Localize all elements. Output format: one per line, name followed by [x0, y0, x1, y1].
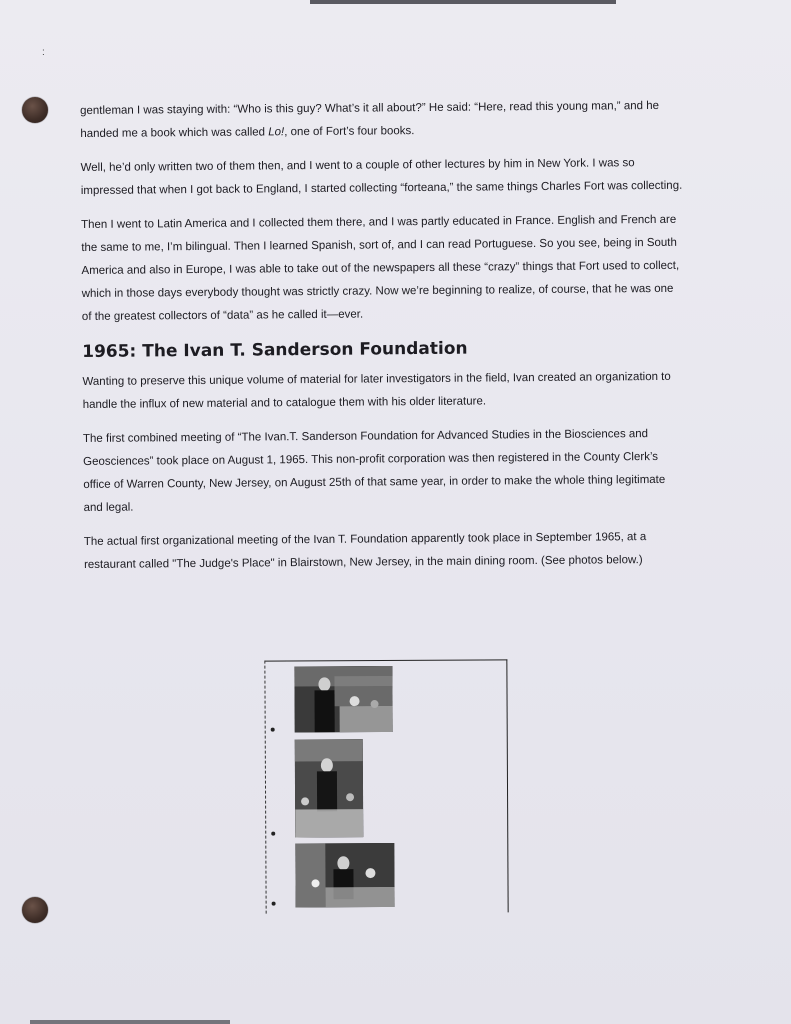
section-heading: 1965: The Ivan T. Sanderson Foundation — [82, 338, 468, 362]
meeting-photo-3 — [295, 843, 394, 908]
paragraph-4: Wanting to preserve this unique volume of material for later investigators in the field, Ivan created an organization to handle the influx of new material and to catalogue them with his older literature. — [82, 370, 671, 411]
corner-mark: : — [42, 47, 45, 58]
punch-hole-top — [22, 97, 48, 123]
bottom-edge-bar — [30, 1020, 230, 1024]
bullet-1 — [271, 728, 275, 732]
document-body — [80, 95, 688, 588]
paragraph-2: Well, he’d only written two of them then, and I went to a couple of other lectures by him in New York. I was so impressed that when I got back to England, I started collecting “forteana,” the same things Charles Fort was collecting. — [80, 157, 683, 197]
paragraph-text: , one of Fort’s four books. — [284, 125, 415, 139]
paragraph-3: Then I went to Latin America and I collected them there, and I was partly educated in France. English and French are the same to me, I’m bilingual. Then I learned Spanish, sort of, and I can read Portuguese. So you see, being in South America and also in Europe, I was able to take out of the newspapers all these “crazy” things that Fort used to collect, which in those days everybody thought was strictly crazy. Now we’re beginning to realize, of course, that he was one of the greatest collectors of “data” as he called it—ever. — [81, 213, 680, 323]
paragraph-text: gentleman I was staying with: “Who is this guy? What’s it all about?” He said: “Here, read this young man,” and he handed me a book which was called — [80, 99, 660, 140]
punch-hole-bottom — [22, 897, 48, 923]
paragraph-1 — [80, 95, 684, 146]
top-edge-bar — [310, 0, 616, 4]
paragraph-5: The first combined meeting of “The Ivan.T. Sanderson Foundation for Advanced Studies in the Biosciences and Geosciences” took place on August 1, 1965. This non-profit corporation was then registered in the County Clerk’s office of Warren County, New Jersey, on August 25th of that same year, in order to make the whole thing legitimate and legal. — [82, 428, 666, 514]
meeting-photo-2 — [295, 739, 364, 837]
bullet-2 — [271, 832, 275, 836]
meeting-photo-1 — [294, 666, 392, 733]
bullet-3 — [272, 902, 276, 906]
book-title: Lo! — [268, 126, 285, 139]
paragraph-6: The actual first organizational meeting of the Ivan T. Foundation apparently took place in September 1965, at a restaurant called "The Judge's Place" in Blairstown, New Jersey, in the main dining room. (See photos below.) — [83, 531, 647, 571]
photo-figure-box — [264, 659, 508, 913]
